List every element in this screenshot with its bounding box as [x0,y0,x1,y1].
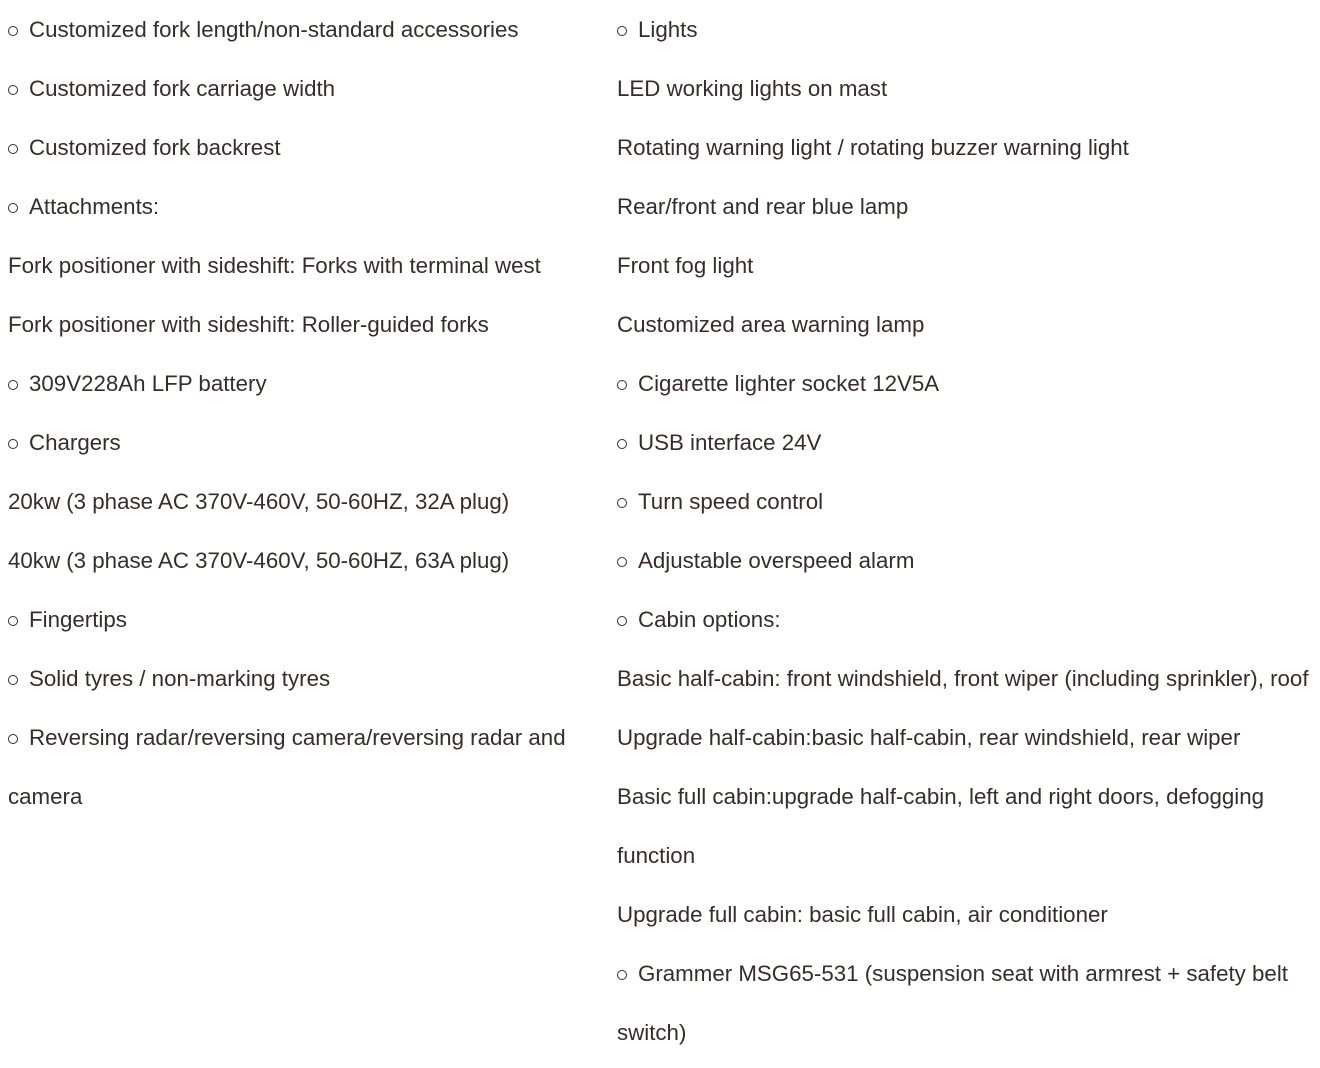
item-text: Lights [638,17,698,42]
bullet-icon [8,616,18,626]
list-item [8,0,608,59]
right-column [617,0,1320,1062]
item-text: 40kw (3 phase AC 370V-460V, 50-60HZ, 63A plug) [8,548,510,573]
item-text: Rear/front and rear blue lamp [617,194,909,219]
bullet-icon [617,970,627,980]
list-item [8,531,608,590]
bullet-icon [8,203,18,213]
item-text: Chargers [29,430,121,455]
list-item [617,413,1320,472]
bullet-icon [8,380,18,390]
list-item [617,59,1320,118]
bullet-icon [617,26,627,36]
item-text: Solid tyres / non-marking tyres [29,666,331,691]
list-item [8,649,608,708]
list-item [617,118,1320,177]
item-text: 309V228Ah LFP battery [29,371,267,396]
item-text: 20kw (3 phase AC 370V-460V, 50-60HZ, 32A plug) [8,489,510,514]
list-item [617,649,1320,708]
item-text: Attachments: [29,194,160,219]
item-text: Cigarette lighter socket 12V5A [638,371,940,396]
list-item [8,295,608,354]
item-text: USB interface 24V [638,430,822,455]
list-item [8,413,608,472]
bullet-icon [617,557,627,567]
bullet-icon [8,144,18,154]
item-text: Front fog light [617,253,754,278]
list-item [617,354,1320,413]
list-item [8,354,608,413]
item-text: Rotating warning light / rotating buzzer warning light [617,135,1129,160]
list-item [8,236,608,295]
item-text: Reversing radar/reversing camera/reversing radar and camera [8,725,566,809]
item-text: Fingertips [29,607,127,632]
left-column [8,0,608,826]
bullet-icon [617,380,627,390]
item-text: Customized fork carriage width [29,76,336,101]
list-item [8,177,608,236]
bullet-icon [8,675,18,685]
bullet-icon [8,26,18,36]
item-text: Customized fork length/non-standard accessories [29,17,519,42]
bullet-icon [8,734,18,744]
item-text: LED working lights on mast [617,76,888,101]
list-item [617,0,1320,59]
item-text: Upgrade full cabin: basic full cabin, air conditioner [617,902,1108,927]
bullet-icon [617,498,627,508]
list-item [617,472,1320,531]
item-text: Cabin options: [638,607,781,632]
item-text: Fork positioner with sideshift: Roller-guided forks [8,312,489,337]
bullet-icon [8,439,18,449]
item-text: Upgrade half-cabin:basic half-cabin, rear windshield, rear wiper [617,725,1241,750]
item-text: Basic half-cabin: front windshield, front wiper (including sprinkler), roof [617,666,1309,691]
bullet-icon [8,85,18,95]
list-item [8,708,608,826]
list-item [617,177,1320,236]
list-item [617,767,1320,885]
item-text: Customized area warning lamp [617,312,925,337]
item-text: Adjustable overspeed alarm [638,548,915,573]
list-item [617,531,1320,590]
list-item [8,59,608,118]
list-item [8,118,608,177]
list-item [617,885,1320,944]
bullet-icon [617,616,627,626]
list-item [8,472,608,531]
list-item [617,295,1320,354]
list-item [617,708,1320,767]
item-text: Customized fork backrest [29,135,281,160]
item-text: Fork positioner with sideshift: Forks with terminal west [8,253,541,278]
list-item [617,590,1320,649]
item-text: Grammer MSG65-531 (suspension seat with armrest + safety belt switch) [617,961,1288,1045]
list-item [617,236,1320,295]
item-text: Turn speed control [638,489,824,514]
bullet-icon [617,439,627,449]
item-text: Basic full cabin:upgrade half-cabin, left and right doors, defogging function [617,784,1265,868]
list-item [617,944,1320,1062]
list-item [8,590,608,649]
